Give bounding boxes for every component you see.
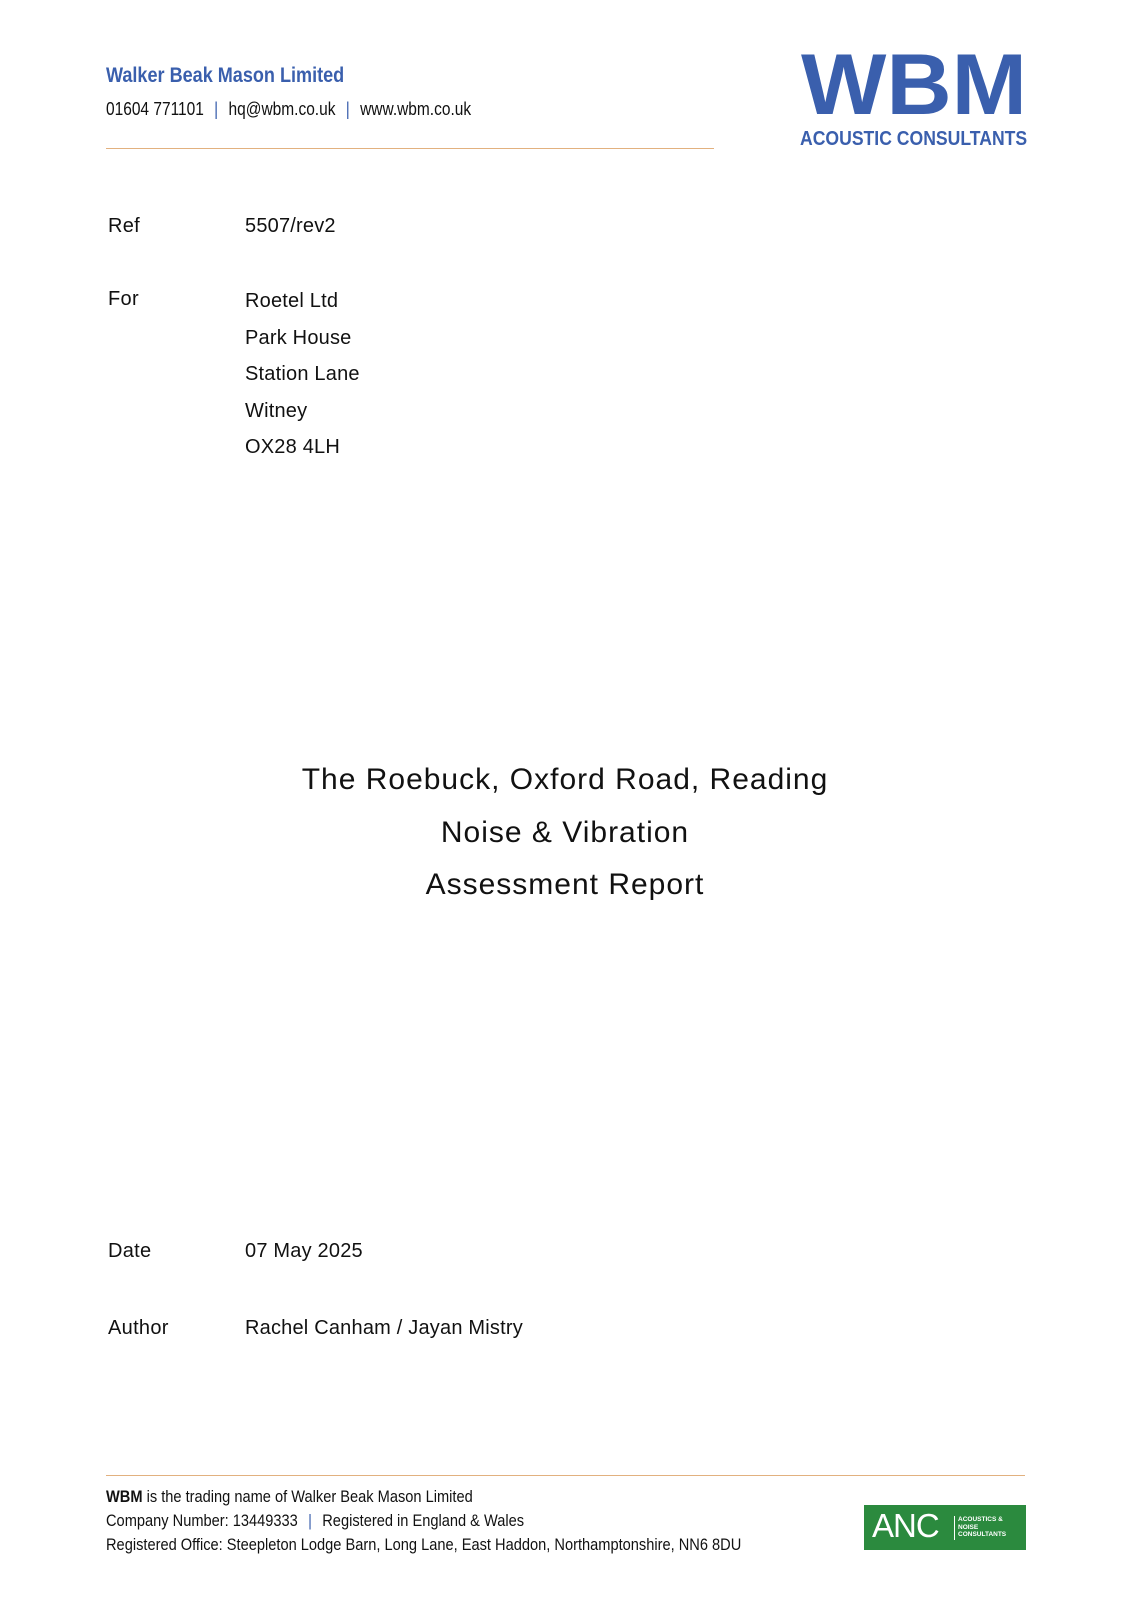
anc-tagline-line: NOISE bbox=[958, 1523, 979, 1531]
for-label: For bbox=[108, 288, 139, 310]
logo-subtitle: ACOUSTIC CONSULTANTS bbox=[800, 128, 1028, 150]
phone-number: 01604 771101 bbox=[106, 99, 204, 119]
registered-office: Registered Office: Steepleton Lodge Barn, Long Lane, East Haddon, Northamptonshire, NN6 8DU bbox=[106, 1535, 742, 1554]
anc-logo-divider bbox=[954, 1516, 955, 1540]
address-line: OX28 4LH bbox=[245, 436, 340, 458]
footer-text bbox=[106, 1485, 741, 1557]
wbm-logo-mark bbox=[800, 48, 1029, 116]
footer-trading-rest: is the trading name of Walker Beak Mason Limited bbox=[142, 1487, 473, 1506]
title-line-2: Noise & Vibration bbox=[440, 815, 690, 849]
author-label: Author bbox=[108, 1317, 169, 1339]
title-line-3: Assessment Report bbox=[425, 868, 705, 901]
company-name: Walker Beak Mason Limited bbox=[106, 64, 345, 87]
anc-tagline-line: ACOUSTICS & bbox=[958, 1516, 1003, 1523]
address-line: Roetel Ltd bbox=[245, 290, 339, 312]
wbm-logo bbox=[800, 48, 1029, 150]
contact-line bbox=[106, 99, 471, 120]
footer-company-line bbox=[106, 1509, 741, 1533]
author-value: Rachel Canham / Jayan Mistry bbox=[245, 1317, 523, 1339]
email-link[interactable]: hq@wbm.co.uk bbox=[228, 99, 336, 119]
separator: | bbox=[345, 99, 350, 119]
address-line: Station Lane bbox=[245, 363, 360, 385]
ref-value: 5507/rev2 bbox=[245, 215, 336, 237]
wbm-logo-text: WBM bbox=[801, 48, 1027, 116]
address-line: Witney bbox=[245, 399, 308, 422]
address-block bbox=[245, 288, 360, 471]
ref-label: Ref bbox=[108, 215, 141, 237]
address-line: Park House bbox=[245, 326, 352, 349]
footer-trading-bold: WBM bbox=[106, 1487, 143, 1506]
report-title bbox=[0, 762, 1130, 920]
footer-trading-line bbox=[106, 1485, 741, 1509]
anc-logo-tagline bbox=[958, 1516, 1006, 1539]
header-divider bbox=[106, 148, 714, 149]
anc-tagline-line: CONSULTANTS bbox=[958, 1531, 1007, 1538]
anc-logo bbox=[864, 1505, 1026, 1550]
company-number: Company Number: 13449333 bbox=[106, 1511, 298, 1530]
separator: | bbox=[308, 1511, 312, 1530]
registration: Registered in England & Wales bbox=[322, 1511, 525, 1530]
separator: | bbox=[214, 99, 219, 119]
website-link[interactable]: www.wbm.co.uk bbox=[360, 99, 472, 119]
anc-logo-text: ANC bbox=[872, 1507, 939, 1544]
footer-divider bbox=[106, 1475, 1025, 1476]
date-label: Date bbox=[108, 1240, 152, 1262]
date-value: 07 May 2025 bbox=[245, 1240, 363, 1262]
title-line-1: The Roebuck, Oxford Road, Reading bbox=[301, 763, 829, 796]
